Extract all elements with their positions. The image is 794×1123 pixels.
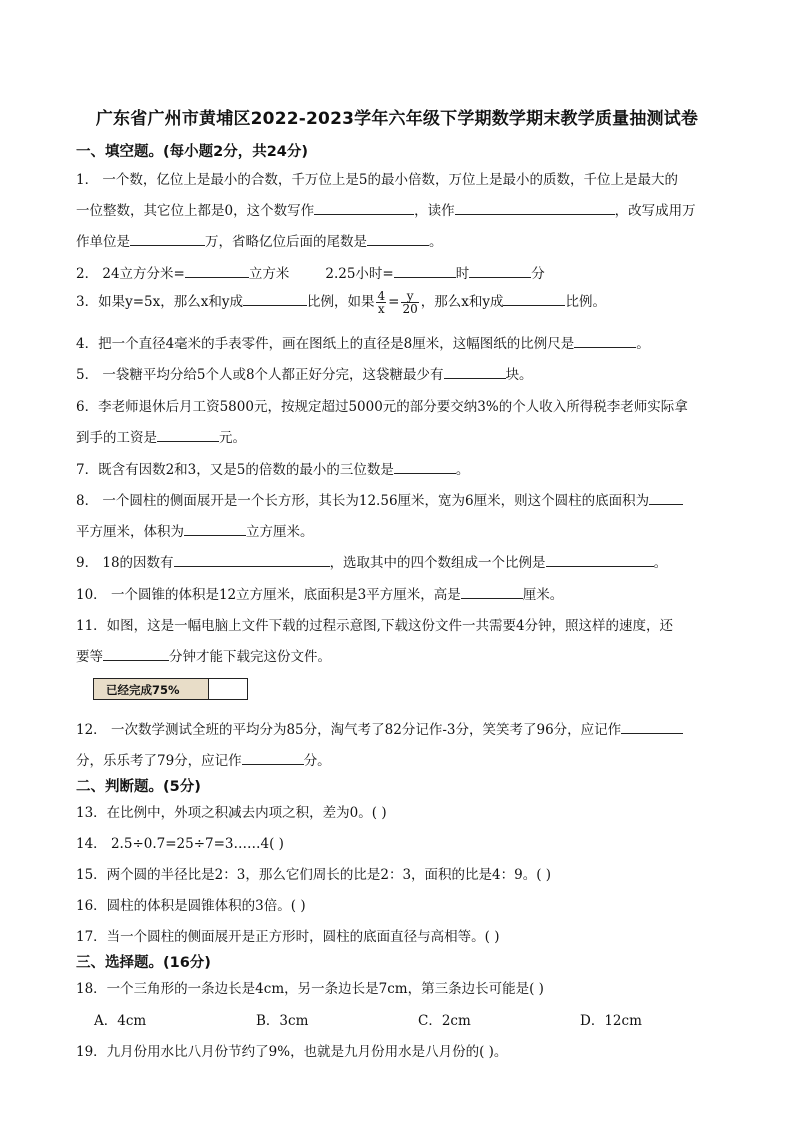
question-17: 17．当一个圆柱的侧面展开是正方形时，圆柱的底面直径与高相等。( ) [76, 929, 500, 945]
answer-blank[interactable] [444, 364, 506, 379]
answer-blank[interactable] [394, 263, 456, 278]
choice-b[interactable]: B．3cm [256, 1013, 309, 1029]
answer-blank[interactable] [367, 231, 429, 246]
question-8-line-1: 8． 一个圆柱的侧面展开是一个长方形，其长为12.56厘米，宽为6厘米，则这个圆柱的底面积为 [76, 489, 683, 509]
answer-blank[interactable] [174, 552, 330, 567]
download-progress-bar [93, 678, 248, 700]
answer-blank[interactable] [461, 584, 523, 599]
question-7: 7．既含有因数2和3，又是5的倍数的最小的三位数是 。 [76, 458, 469, 478]
question-12-line-2: 分，乐乐考了79分，应记作 分。 [76, 749, 331, 769]
choice-d[interactable]: D．12cm [580, 1013, 642, 1029]
answer-blank[interactable] [184, 521, 246, 536]
question-5: 5． 一袋糖平均分给5个人或8个人都正好分完，这袋糖最少有 块。 [76, 363, 533, 383]
progress-label: 已经完成75% [106, 683, 180, 697]
question-15: 15．两个圆的半径比是2：3，那么它们周长的比是2：3，面积的比是4：9。( ) [76, 867, 552, 883]
answer-blank[interactable] [503, 291, 565, 306]
answer-blank[interactable] [242, 750, 304, 765]
question-6-line-2: 到手的工资是 元。 [76, 426, 246, 446]
question-1-line-2: 一位整数，其它位上都是0，这个数写作 ，读作 ，改写成用万 [76, 199, 696, 219]
question-16: 16．圆柱的体积是圆锥体积的3倍。( ) [76, 898, 306, 914]
answer-blank[interactable] [394, 459, 456, 474]
answer-blank[interactable] [243, 291, 307, 306]
question-13: 13．在比例中，外项之积减去内项之积，差为0。( ) [76, 805, 387, 821]
fraction-y-over-20: $\frac{y}{20}$ [402, 289, 418, 316]
section-heading-true-false: 二、判断题。(5分) [76, 779, 201, 795]
fraction-4-over-x: $\frac{4}{x}$ [377, 289, 386, 316]
choice-a[interactable]: A．4cm [94, 1013, 147, 1029]
question-11-line-1: 11．如图，这是一幅电脑上文件下载的过程示意图,下载这份文件一共需要4分钟，照这样的速度，还 [76, 618, 674, 634]
answer-blank[interactable] [574, 333, 636, 348]
question-2: 2． 24立方分米= 立方米 2.25小时= 时 分 [76, 262, 545, 282]
section-heading-fill-in: 一、填空题。(每小题2分，共24分) [76, 144, 309, 160]
section-heading-multiple-choice: 三、选择题。(16分) [76, 955, 211, 971]
page-title: 广东省广州市黄埔区2022-2023学年六年级下学期数学期末教学质量抽测试卷 [95, 109, 699, 129]
question-19: 19．九月份用水比八月份节约了9%，也就是九月份用水是八月份的( )。 [76, 1044, 508, 1060]
answer-blank[interactable] [103, 646, 169, 661]
answer-blank[interactable] [455, 200, 615, 215]
question-3: 3．如果y=5x，那么x和y成 比例，如果 $\frac{4}{x}$ = $\frac{y}{20}$ ，那么x和y成 比例。 [76, 289, 606, 316]
question-4: 4．把一个直径4毫米的手表零件，画在图纸上的直径是8厘米，这幅图纸的比例尺是 。 [76, 332, 650, 352]
choice-c[interactable]: C．2cm [418, 1013, 471, 1029]
question-12-line-1: 12． 一次数学测试全班的平均分为85分，淘气考了82分记作-3分，笑笑考了96分，应记作 [76, 718, 683, 738]
answer-blank[interactable] [621, 719, 683, 734]
answer-blank[interactable] [157, 427, 219, 442]
question-18: 18．一个三角形的一条边长是4cm，另一条边长是7cm，第三条边长可能是( ) [76, 981, 544, 997]
question-11-line-2: 要等 分钟才能下载完这份文件。 [76, 645, 331, 665]
question-9: 9． 18的因数有 ，选取其中的四个数组成一个比例是 。 [76, 551, 667, 571]
answer-blank[interactable] [649, 490, 683, 505]
question-14: 14． 2.5÷0.7=25÷7=3……4( ) [76, 836, 284, 852]
answer-blank[interactable] [130, 231, 205, 246]
answer-blank[interactable] [546, 552, 654, 567]
question-8-line-2: 平方厘米，体积为 立方厘米。 [76, 520, 314, 540]
answer-blank[interactable] [185, 263, 249, 278]
answer-blank[interactable] [469, 263, 531, 278]
question-10: 10． 一个圆锥的体积是12立方厘米，底面积是3平方厘米，高是 厘米。 [76, 583, 563, 603]
question-1-line-3: 作单位是 万，省略亿位后面的尾数是 。 [76, 230, 443, 250]
question-1-line-1: 1． 一个数，亿位上是最小的合数，千万位上是5的最小倍数，万位上是最小的质数，千位上是最大的 [76, 172, 678, 188]
answer-blank[interactable] [314, 200, 414, 215]
question-6-line-1: 6．李老师退休后月工资5800元，按规定超过5000元的部分要交纳3%的个人收入所得税李老师实际拿 [76, 399, 688, 415]
